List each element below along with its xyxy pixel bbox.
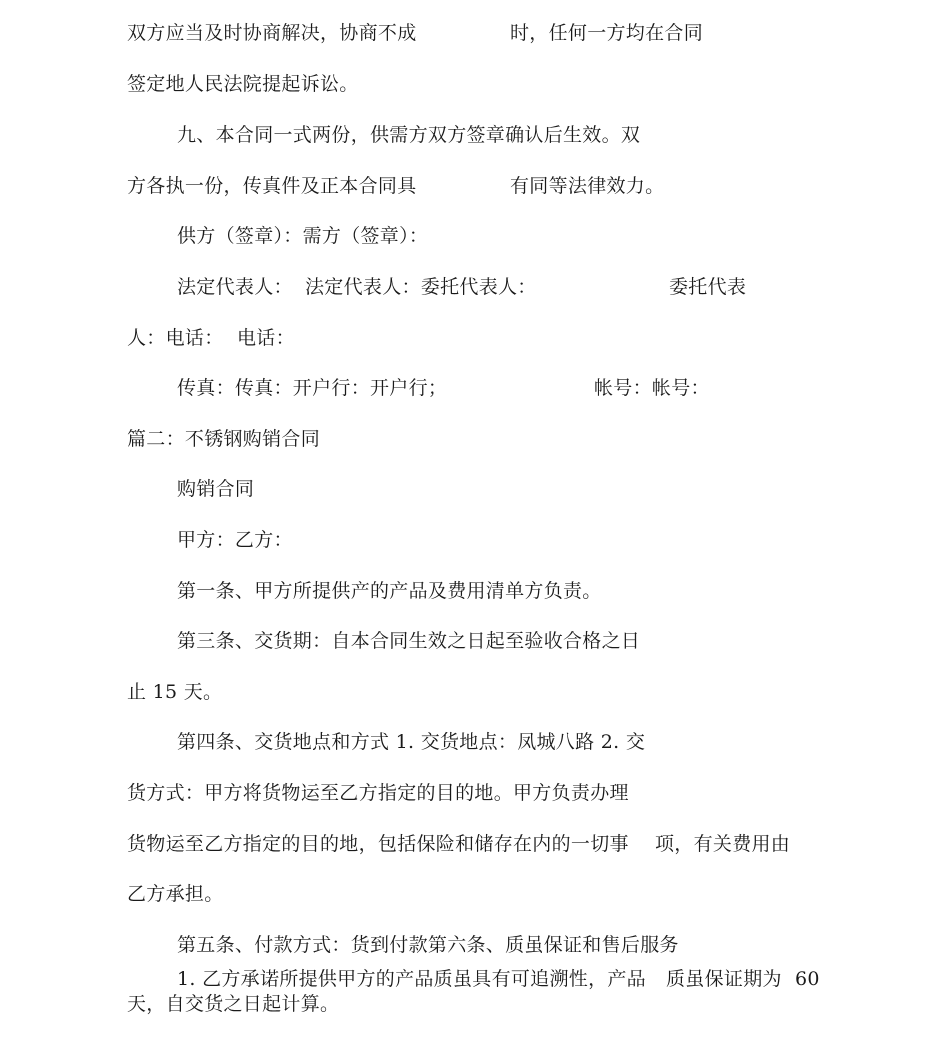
document-page: 双方应当及时协商解决，协商不成 时，任何一方均在合同 签定地人民法院提起诉讼。 九、本合同一式两份，供需方双方签章确认后生效。双 方各执一份，传真件及正本合同具 有同等法律效力。 供方（签章）：需方（签章）： 法定代表人： 法定代表人：委托代表人： 委托代表 人：电话： 电话： 传真：传真：开户行：开户行； 帐号：帐号： 篇二：不锈钢购销合同 购销合同 甲方：乙方： 第一条、甲方所提供产的产品及费用清单方负责。 第三条、交货期：自本合同生效之日起至验收合格之日 止 15 天。 第四条、交货地点和方式 1. 交货地点：凤城八路 2. 交 货方式：甲方将货物运至乙方指定的目的地。甲方负责办理 货物运至乙方指定的目的地，包括保险和储存在内的一切事 项，有关费用由 乙方承担。 第五条、付款方式：货到付款第六条、质虽保证和售后服务 1. 乙方承诺所提供甲方的产品质虽具有可追溯性，产品 质虽保证期为 60 天，自交货之日起计算。 — [127, 22, 820, 1015]
